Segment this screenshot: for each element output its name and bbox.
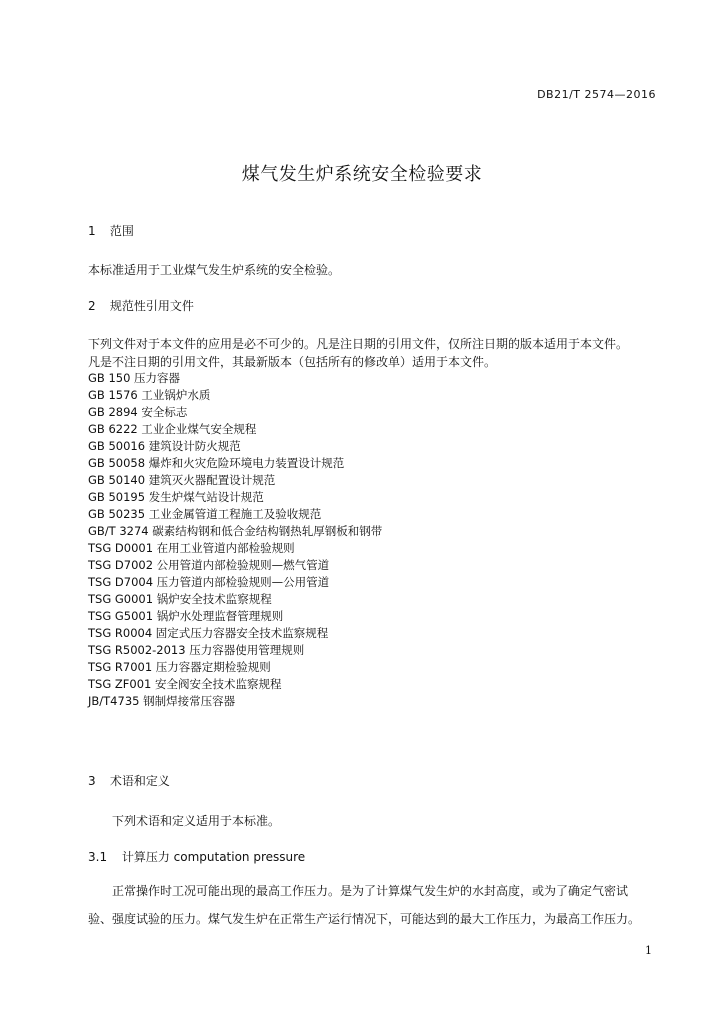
reference-item: GB 50140 建筑灭火器配置设计规范 (88, 473, 276, 487)
section-3-heading (88, 772, 170, 789)
section-1-heading (88, 222, 134, 239)
reference-item: GB/T 3274 碳素结构钢和低合金结构钢热轧厚钢板和钢带 (88, 524, 383, 538)
page-title: 煤气发生炉系统安全检验要求 (241, 164, 483, 185)
section-3-intro: 下列术语和定义适用于本标准。 (112, 814, 281, 828)
reference-list (88, 370, 382, 710)
reference-item: GB 50058 爆炸和火灾危险环境电力装置设计规范 (88, 456, 345, 470)
section-1-text: 本标准适用于工业煤气发生炉系统的安全检验。 (88, 263, 341, 277)
reference-item: GB 50195 发生炉煤气站设计规范 (88, 490, 264, 504)
reference-item: TSG ZF001 安全阀安全技术监察规程 (88, 677, 282, 691)
section-2-intro-line-2: 凡是不注日期的引用文件，其最新版本（包括所有的修改单）适用于本文件。 (88, 355, 497, 369)
reference-item: GB 150 压力容器 (88, 371, 181, 385)
subsection-title: 计算压力 computation pressure (121, 850, 306, 864)
reference-item: TSG R5002-2013 压力容器使用管理规则 (88, 643, 305, 657)
section-number: 1 (88, 224, 96, 238)
subsection-3-1-heading (88, 848, 305, 865)
reference-item: GB 1576 工业锅炉水质 (88, 388, 211, 402)
reference-item: TSG R0004 固定式压力容器安全技术监察规程 (88, 626, 329, 640)
page-number: 1 (645, 944, 652, 957)
reference-item: GB 50235 工业金属管道工程施工及验收规范 (88, 507, 322, 521)
reference-item: TSG D7004 压力管道内部检验规则—公用管道 (88, 575, 330, 589)
section-2-intro-line-1: 下列文件对于本文件的应用是必不可少的。凡是注日期的引用文件，仅所注日期的版本适用于本文件。 (88, 337, 629, 351)
reference-item: GB 6222 工业企业煤气安全规程 (88, 422, 257, 436)
reference-item: TSG D0001 在用工业管道内部检验规则 (88, 541, 295, 555)
definition-line-1: 正常操作时工况可能出现的最高工作压力。是为了计算煤气发生炉的水封高度，或为了确定气密试 (112, 884, 629, 898)
reference-item: TSG D7002 公用管道内部检验规则—燃气管道 (88, 558, 330, 572)
reference-item: TSG R7001 压力容器定期检验规则 (88, 660, 271, 674)
section-2-heading (88, 297, 194, 314)
reference-item: TSG G0001 锅炉安全技术监察规程 (88, 592, 272, 606)
reference-item: GB 2894 安全标志 (88, 405, 188, 419)
standard-code: DB21/T 2574—2016 (537, 88, 656, 101)
reference-item: GB 50016 建筑设计防火规范 (88, 439, 241, 453)
section-title: 规范性引用文件 (109, 299, 194, 313)
section-title: 范围 (109, 224, 134, 238)
reference-item: JB/T4735 钢制焊接常压容器 (88, 694, 236, 708)
definition-line-2: 验、强度试验的压力。煤气发生炉在正常生产运行情况下，可能达到的最大工作压力，为最高工作压力。 (88, 912, 641, 926)
section-number: 2 (88, 299, 96, 313)
section-number: 3 (88, 774, 96, 788)
subsection-number: 3.1 (88, 850, 108, 864)
section-title: 术语和定义 (109, 774, 170, 788)
reference-item: TSG G5001 锅炉水处理监督管理规则 (88, 609, 284, 623)
